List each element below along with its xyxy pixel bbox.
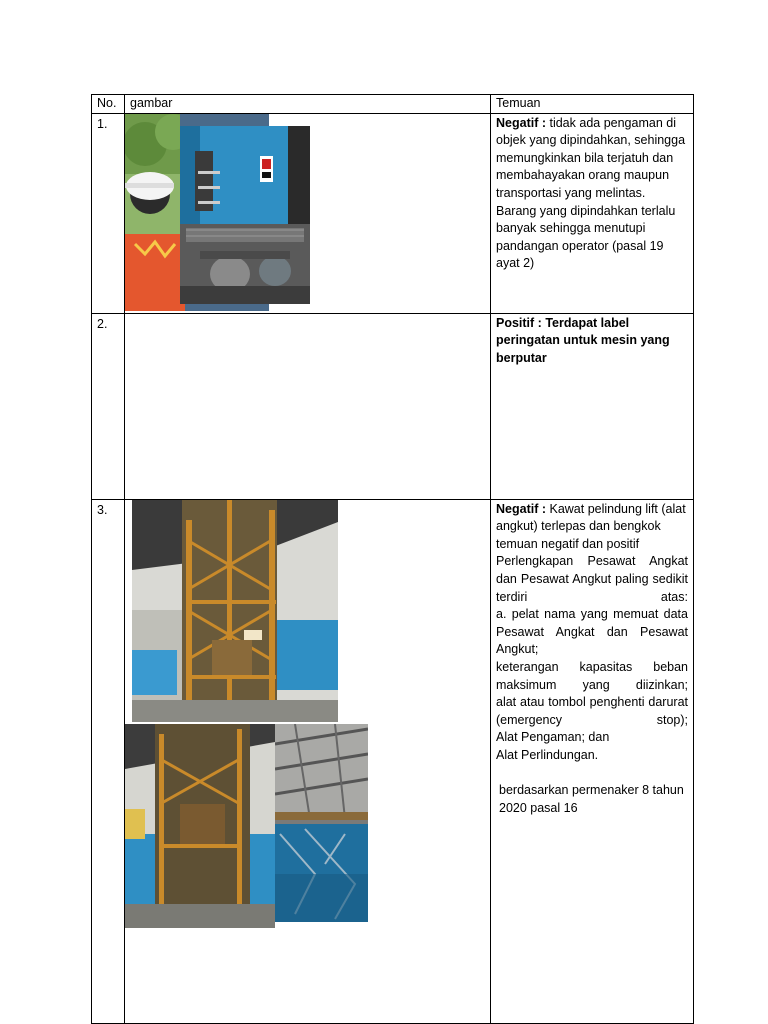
header-no: No. (92, 95, 125, 114)
finding-text: temuan negatif dan positif (496, 536, 640, 551)
header-image: gambar (125, 95, 491, 114)
finding-label: Negatif : (496, 501, 546, 516)
image-cell (125, 113, 491, 313)
image-cell (125, 499, 491, 1023)
finding-cell (491, 499, 694, 1023)
finding-label: Negatif : (496, 115, 546, 130)
table-row (92, 499, 694, 1023)
finding-spacer (496, 765, 688, 783)
finding-text: alat atau tombol penghenti darurat (emergency stop); (496, 695, 688, 727)
table-row (92, 113, 694, 313)
finding-cell (491, 113, 694, 313)
table-row (92, 313, 694, 499)
table-header-row (92, 95, 694, 114)
finding-text: Alat Pengaman; dan (496, 730, 610, 745)
finding-cell (491, 313, 694, 499)
lift-tower-photo (132, 500, 338, 722)
finding-text: keterangan kapasitas beban maksimum yang diizinkan; (496, 659, 688, 692)
finding-label: Positif : (496, 315, 542, 330)
finding-text: tidak ada pengaman di objek yang dipindahkan, sehingga memungkinkan bila terjatuh dan membahayakan orang maupun transportasi yang melintas. (496, 115, 686, 200)
machine-photo (180, 126, 310, 304)
finding-text: berdasarkan permenaker 8 tahun 2020 pasal 16 (499, 783, 684, 815)
finding-text: Terdapat label peringatan untuk mesin yang berputar (496, 315, 670, 365)
row-number: 3. (92, 499, 125, 1023)
finding-text: Alat Perlindungan. (496, 747, 599, 762)
header-finding: Temuan (491, 95, 694, 114)
finding-text: Perlengkapan Pesawat Angkat dan Pesawat Angkut paling sedikit terdiri atas: (496, 554, 688, 604)
finding-text: a. pelat nama yang memuat data Pesawat Angkat dan Pesawat Angkut; (496, 607, 688, 657)
row-number: 1. (92, 113, 125, 313)
image-cell-empty (125, 313, 491, 499)
lift-cage-photo (125, 724, 275, 928)
row-number: 2. (92, 313, 125, 499)
damaged-wire-photo (275, 724, 368, 922)
findings-table (91, 94, 694, 1024)
finding-text: Kawat pelindung lift (alat angkut) terlepas dan bengkok (496, 501, 686, 534)
finding-text: Barang yang dipindahkan terlalu banyak sehingga menutupi pandangan operator (pasal 19 ayat 2) (496, 203, 676, 271)
